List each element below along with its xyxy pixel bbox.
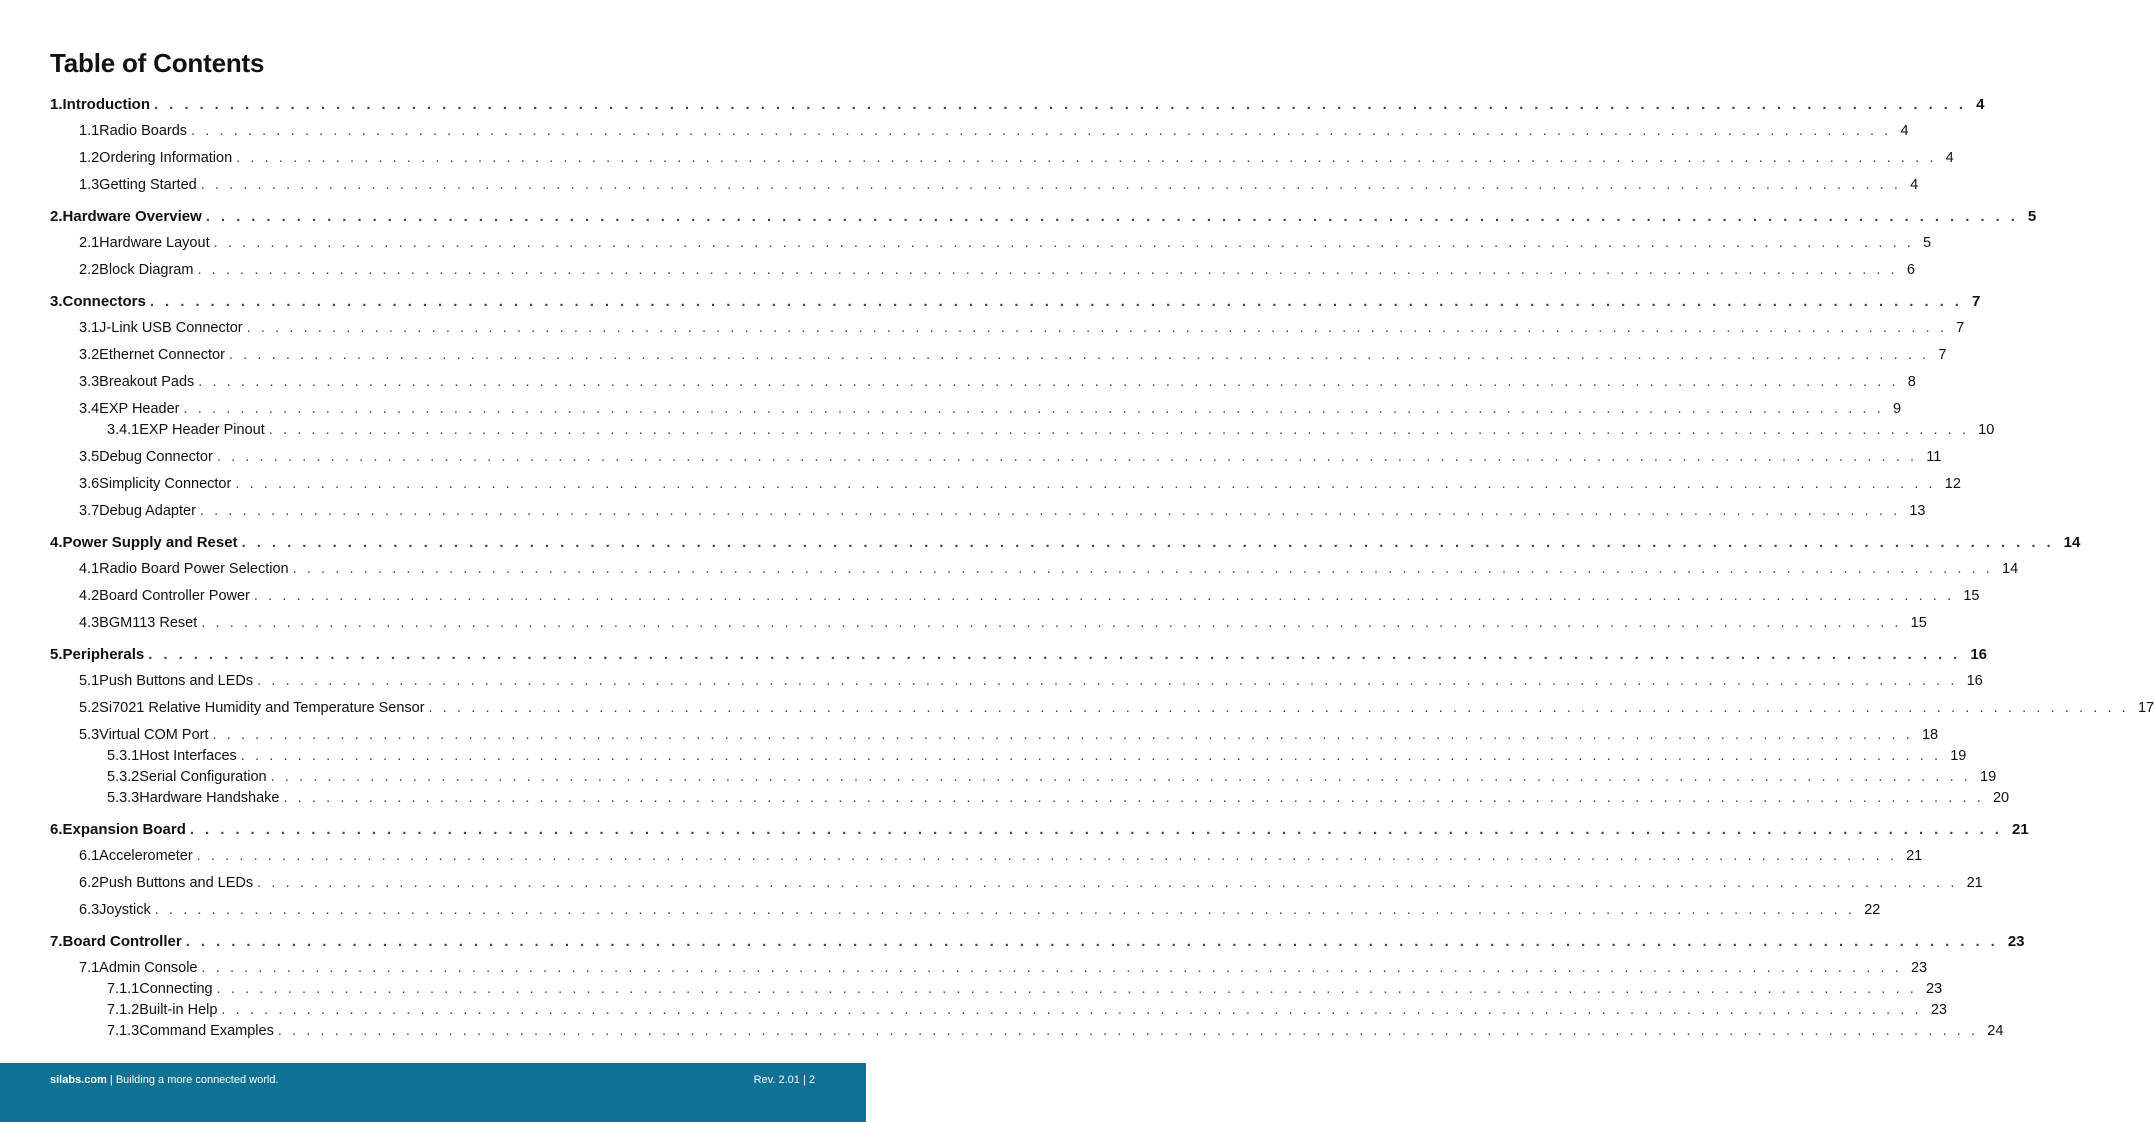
footer-separator-right: | [802,1074,806,1086]
toc-dot-leader: ........................................................................................................................ [270,769,1979,785]
toc-entry-number: 3.3 [79,374,100,390]
toc-entry-number: 3.2 [79,347,100,363]
toc-entry-page: 14 [2063,534,2081,551]
toc-dot-leader: ........................................................................................................................ [283,790,1991,806]
toc-entry[interactable] [0,960,1928,976]
toc-dot-leader: ........................................................................................................................ [216,981,1925,997]
toc-entry-page: 13 [1909,503,1926,519]
toc-entry-title: Built-in Help [139,1002,218,1018]
toc-entry-page: 4 [1910,177,1919,193]
toc-dot-leader: ........................................................................................................................ [205,208,2026,225]
footer-left [50,1074,279,1086]
toc-entry-number: 7.1.2 [107,1002,140,1018]
toc-entry-number: 5.3.1 [107,748,140,764]
toc-entry-page: 21 [1906,848,1923,864]
toc-entry[interactable] [0,821,2029,838]
toc-entry-number: 5.3.2 [107,769,140,785]
toc-entry[interactable] [0,401,1902,417]
toc-entry-number: 6. [50,821,63,838]
toc-entry-number: 7.1.3 [107,1023,140,1039]
toc-dot-leader: ........................................................................................................................ [196,848,1905,864]
toc-entry-title: Push Buttons and LEDs [99,875,254,891]
toc-entry-number: 1. [50,96,63,113]
toc-entry-number: 3.5 [79,449,100,465]
toc-entry-title: Debug Adapter [99,503,196,519]
toc-entry[interactable] [0,848,1923,864]
toc-entry-page: 15 [1910,615,1927,631]
footer-right [754,1074,815,1086]
toc-entry[interactable] [0,476,1961,492]
toc-entry-page: 5 [1923,235,1932,251]
toc-entry[interactable] [0,262,1915,278]
toc-entry-page: 9 [1892,401,1902,417]
toc-entry[interactable] [0,933,2025,950]
toc-entry-number: 2.1 [79,235,100,251]
toc-dot-leader: ........................................................................................................................ [191,123,1899,139]
toc-entry-page: 5 [2027,208,2037,225]
toc-entry[interactable] [0,769,1997,785]
toc-dot-leader: ........................................................................................................................ [292,561,2001,577]
toc-dot-leader: ........................................................................................................................ [216,449,1925,465]
toc-entry-number: 3.7 [79,503,100,519]
toc-dot-leader: ........................................................................................................................ [228,347,1937,363]
toc-dot-leader: ........................................................................................................................ [201,960,1909,976]
toc-entry-page: 19 [1950,748,1967,764]
toc-entry-page: 23 [1930,1002,1947,1018]
toc-entry[interactable] [0,320,1965,336]
toc-entry-title: Virtual COM Port [99,727,209,743]
toc-dot-leader: ........................................................................................................................ [235,476,1943,492]
toc-dot-leader: ........................................................................................................................ [240,748,1949,764]
toc-entry-page: 23 [1926,981,1943,997]
toc-entry-title: Connectors [62,293,146,310]
toc-entry-number: 2. [50,208,63,225]
toc-entry-page: 23 [2007,933,2025,950]
toc-entry-number: 3.4 [79,401,100,417]
toc-entry-number: 7.1.1 [107,981,140,997]
toc-entry[interactable] [0,150,1954,166]
toc-entry[interactable] [0,449,1942,465]
toc-entry-title: Simplicity Connector [99,476,232,492]
toc-entry-title: Connecting [139,981,213,997]
page-title: Table of Contents [50,48,265,78]
toc-entry[interactable] [0,646,1988,663]
toc-entry-number: 7.1 [79,960,100,976]
toc-entry-page: 10 [1978,422,1995,438]
toc-entry-title: Board Controller [62,933,182,950]
toc-entry-page: 16 [1970,646,1988,663]
toc-entry-number: 3.4.1 [107,422,140,438]
toc-entry[interactable] [0,208,2037,225]
toc-entry[interactable] [0,588,1980,604]
toc-dot-leader: ........................................................................................................................ [149,293,1970,310]
toc-entry-number: 6.1 [79,848,100,864]
toc-entry[interactable] [0,981,1943,997]
toc-entry-title: EXP Header [99,401,180,417]
toc-entry-page: 7 [1971,293,1981,310]
toc-entry-title: Ethernet Connector [99,347,225,363]
toc-dot-leader: ........................................................................................................................ [198,374,1906,390]
toc-entry-number: 7. [50,933,63,950]
toc-entry[interactable] [0,1023,2004,1039]
toc-entry[interactable] [0,123,1909,139]
toc-dot-leader: ........................................................................................................................ [154,902,1863,918]
toc-dot-leader: ........................................................................................................................ [428,700,2136,716]
toc-entry-title: Board Controller Power [99,588,250,604]
toc-entry-number: 5.2 [79,700,100,716]
toc-dot-leader: ........................................................................................................................ [199,503,1908,519]
toc-entry-title: Hardware Handshake [139,790,280,806]
footer-site-link[interactable]: silabs.com [50,1074,107,1086]
toc-dot-leader: ........................................................................................................................ [221,1002,1929,1018]
toc-entry[interactable] [0,673,1983,689]
toc-entry-page: 12 [1944,476,1961,492]
page-footer [0,1063,866,1122]
toc-entry-number: 5.3 [79,727,100,743]
toc-entry-title: Command Examples [139,1023,274,1039]
toc-entry-title: Host Interfaces [139,748,237,764]
toc-entry-page: 16 [1966,673,1983,689]
toc-entry-title: Peripherals [62,646,145,663]
toc-entry[interactable] [0,96,1985,113]
toc-entry-page: 7 [1956,320,1965,336]
toc-entry-title: Joystick [99,902,151,918]
toc-entry-page: 11 [1926,449,1942,465]
toc-entry-title: Expansion Board [62,821,186,838]
toc-entry-page: 22 [1864,902,1881,918]
toc-entry-number: 3. [50,293,63,310]
toc-entry[interactable] [0,347,1947,363]
toc-entry-title: Push Buttons and LEDs [99,673,254,689]
toc-dot-leader: ........................................................................................................................ [257,875,1965,891]
toc-entry-number: 3.1 [79,320,100,336]
toc-dot-leader: ........................................................................................................................ [246,320,1955,336]
toc-entry-number: 5.3.3 [107,790,140,806]
toc-entry-number: 5. [50,646,63,663]
toc-entry-title: Power Supply and Reset [62,534,238,551]
toc-entry-title: Si7021 Relative Humidity and Temperature Sensor [99,700,425,716]
toc-dot-leader: ........................................................................................................................ [253,588,1962,604]
toc-dot-leader: ........................................................................................................................ [268,422,1977,438]
toc-entry[interactable] [0,615,1927,631]
toc-entry[interactable] [0,748,1967,764]
toc-dot-leader: ........................................................................................................................ [189,821,2010,838]
toc-entry-title: Accelerometer [99,848,193,864]
toc-entry-title: J-Link USB Connector [99,320,243,336]
toc-entry-title: Radio Boards [99,123,188,139]
toc-dot-leader: ........................................................................................................................ [277,1023,1986,1039]
toc-entry-title: Ordering Information [99,150,233,166]
footer-revision: Rev. 2.01 [753,1074,800,1086]
toc-entry-page: 20 [1992,790,2010,806]
toc-entry-number: 2.2 [79,262,100,278]
toc-dot-leader: ........................................................................................................................ [154,96,1975,113]
toc-entry[interactable] [0,1002,1947,1018]
toc-entry-title: Hardware Overview [62,208,202,225]
toc-entry-title: Radio Board Power Selection [99,561,289,577]
toc-entry-page: 23 [1910,960,1928,976]
toc-entry-number: 6.3 [79,902,100,918]
toc-entry-title: Serial Configuration [139,769,267,785]
toc-dot-leader: ........................................................................................................................ [201,615,1909,631]
toc-dot-leader: ........................................................................................................................ [236,150,1944,166]
toc-entry[interactable] [0,235,1932,251]
toc-dot-leader: ........................................................................................................................ [183,401,1891,417]
toc-dot-leader: ........................................................................................................................ [213,235,1922,251]
toc-entry-page: 14 [2002,561,2019,577]
footer-separator: | [109,1074,113,1086]
toc-entry[interactable] [0,293,1981,310]
footer-page-number: 2 [808,1074,815,1086]
toc-dot-leader: ........................................................................................................................ [257,673,1965,689]
toc-entry-page: 4 [1900,123,1909,139]
toc-entry-title: Debug Connector [99,449,213,465]
toc-entry-number: 1.3 [79,177,100,193]
toc-entry[interactable] [0,727,1939,743]
toc-entry[interactable] [0,790,2010,806]
toc-entry-title: Hardware Layout [99,235,210,251]
toc-entry-number: 5.1 [79,673,100,689]
toc-dot-leader: ........................................................................................................................ [185,933,2006,950]
toc-entry-number: 4.1 [79,561,100,577]
toc-entry-title: EXP Header Pinout [139,422,265,438]
toc-entry-number: 1.1 [79,123,100,139]
toc-entry-page: 7 [1938,347,1947,363]
toc-dot-leader: ........................................................................................................................ [197,262,1905,278]
toc-entry[interactable] [0,374,1916,390]
toc-entry-page: 17 [2137,700,2154,716]
toc-entry[interactable] [0,700,2154,716]
toc-entry[interactable] [0,875,1983,891]
toc-entry-title: BGM113 Reset [99,615,198,631]
toc-entry-number: 1.2 [79,150,100,166]
toc-dot-leader: ........................................................................................................................ [241,534,2062,551]
toc-entry-page: 24 [1987,1023,2004,1039]
toc-entry-page: 21 [1966,875,1983,891]
toc-entry[interactable] [0,902,1881,918]
toc-entry-page: 19 [1980,769,1997,785]
toc-entry[interactable] [0,503,1926,519]
toc-dot-leader: ........................................................................................................................ [148,646,1969,663]
toc-entry[interactable] [0,422,1995,438]
toc-entry-title: Breakout Pads [99,374,195,390]
toc-entry-number: 4.2 [79,588,100,604]
toc-entry-title: Introduction [62,96,150,113]
toc-entry-page: 4 [1976,96,1985,113]
toc-dot-leader: ........................................................................................................................ [200,177,1909,193]
toc-entry-number: 4. [50,534,63,551]
toc-entry[interactable] [0,177,1919,193]
toc-entry[interactable] [0,534,2081,551]
toc-entry-title: Block Diagram [99,262,194,278]
toc-entry[interactable] [0,561,2019,577]
toc-entry-page: 15 [1963,588,1980,604]
toc-entry-number: 3.6 [79,476,100,492]
toc-entry-page: 6 [1906,262,1915,278]
toc-entry-page: 18 [1921,727,1939,743]
toc-dot-leader: ........................................................................................................................ [212,727,1920,743]
toc-entry-page: 8 [1907,374,1916,390]
toc-entry-number: 4.3 [79,615,100,631]
toc-entry-title: Admin Console [99,960,198,976]
footer-tagline: Building a more connected world. [115,1074,279,1086]
toc-entry-title: Getting Started [99,177,197,193]
toc-entry-number: 6.2 [79,875,100,891]
toc-entry-page: 4 [1945,150,1954,166]
toc-entry-page: 21 [2011,821,2029,838]
